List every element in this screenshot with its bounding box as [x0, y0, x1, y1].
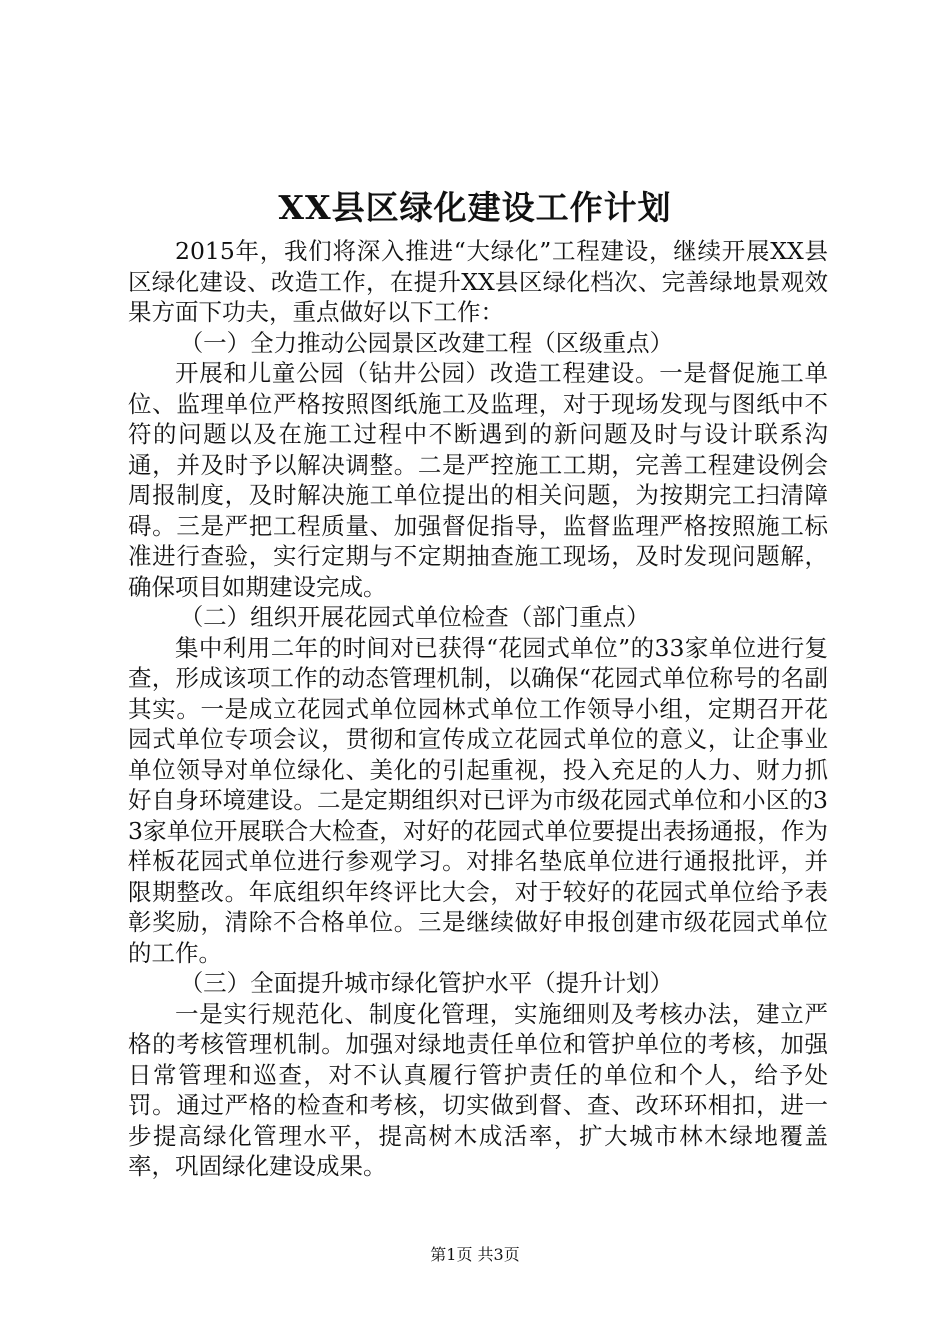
section-1-body: 开展和儿童公园（钻井公园）改造工程建设。一是督促施工单位、监理单位严格按照图纸施工及监理，对于现场发现与图纸中不符的问题以及在施工过程中不断遇到的新问题及时与设计联系沟通，并及时予以解决调整。二是严控施工工期，完善工程建设例会周报制度，及时解决施工单位提出的相关问题，为按期完工扫清障碍。三是严把工程质量、加强督促指导，监督监理严格按照施工标准进行查验，实行定期与不定期抽查施工现场，及时发现问题解，确保项目如期建设完成。 — [128, 359, 828, 601]
section-3-body: 一是实行规范化、制度化管理，实施细则及考核办法，建立严格的考核管理机制。加强对绿地责任单位和管护单位的考核，加强日常管理和巡查，对不认真履行管护责任的单位和个人，给予处罚。通过严格的检查和考核，切实做到督、查、改环环相扣，进一步提高绿化管理水平，提高树木成活率，扩大城市林木绿地覆盖率，巩固绿化建设成果。 — [128, 999, 828, 1180]
section-2-heading: （二）组织开展花园式单位检查（部门重点） — [179, 603, 650, 631]
intro-paragraph: 2015年，我们将深入推进“大绿化”工程建设，继续开展XX县区绿化建设、改造工作，在提升XX县区绿化档次、完善绿地景观效果方面下功夫，重点做好以下工作： — [128, 237, 828, 326]
document-body — [128, 236, 828, 1182]
section-3-heading: （三）全面提升城市绿化管护水平（提升计划） — [179, 969, 674, 997]
page-number-footer: 第1页 共3页 — [430, 1245, 520, 1264]
section-1-heading: （一）全力推动公园景区改建工程（区级重点） — [179, 328, 674, 357]
section-2-body: 集中利用二年的时间对已获得“花园式单位”的33家单位进行复查，形成该项工作的动态管理机制，以确保“花园式单位称号的名副其实。一是成立花园式单位园林式单位工作领导小组，定期召开花园式单位专项会议，贯彻和宣传成立花园式单位的意义，让企事业单位领导对单位绿化、美化的引起重视，投入充足的人力、财力抓好自身环境建设。二是定期组织对已评为市级花园式单位和小区的33家单位开展联合大检查，对好的花园式单位要提出表扬通报，作为样板花园式单位进行参观学习。对排名垫底单位进行通报批评，并限期整改。年底组织年终评比大会，对于较好的花园式单位给予表彰奖励，清除不合格单位。三是继续做好申报创建市级花园式单位的工作。 — [128, 633, 828, 967]
document-title: XX县区绿化建设工作计划 — [278, 188, 672, 227]
